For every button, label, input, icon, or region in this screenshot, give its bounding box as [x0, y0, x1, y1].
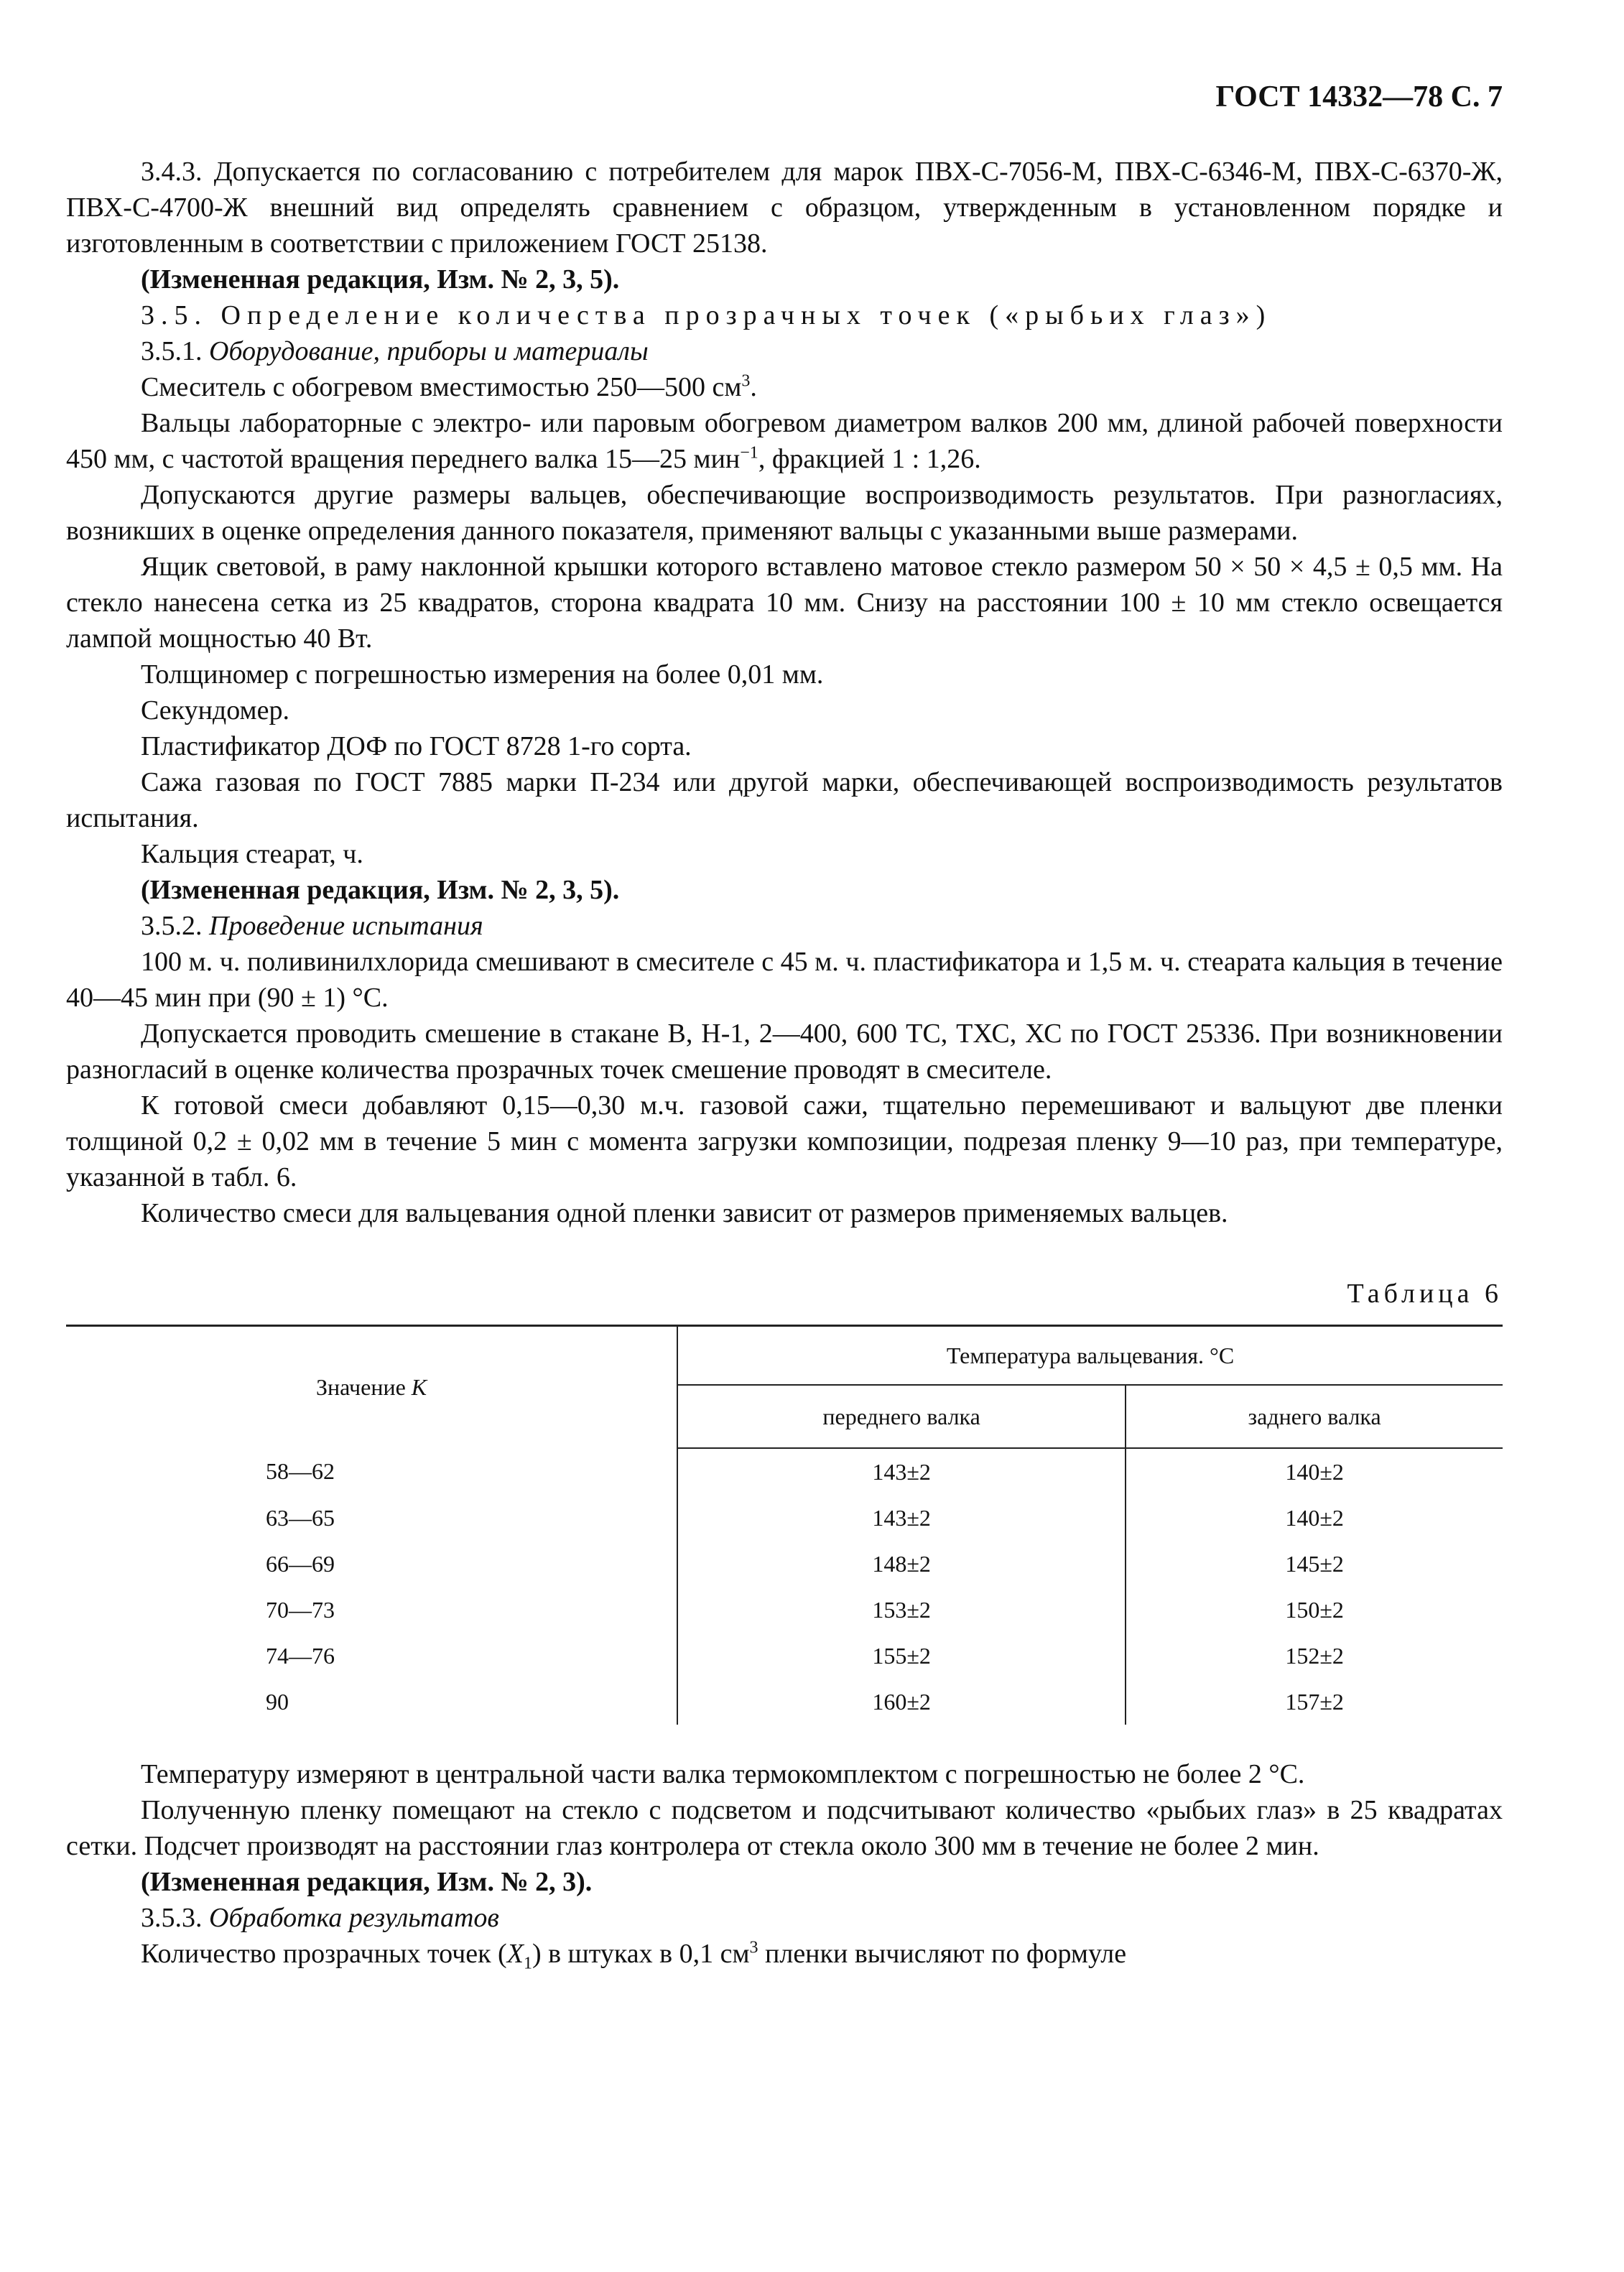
table-row [66, 1448, 1503, 1495]
back-roll-cell: 157±2 [1285, 1688, 1344, 1715]
back-roll-cell: 145±2 [1285, 1550, 1344, 1577]
clause-3-4-3: 3.4.3. Допускается по согласованию с потребителем для марок ПВХ-С-7056-М, ПВХ-С-6346-М, ПВХ-С-6370-Ж, ПВХ-С-4700-Ж внешний вид определять сравнением с образцом, утвержденным в установленном порядке и изготовленным в соответствии с приложением ГОСТ 25138. [66, 157, 1503, 259]
k-value-cell: 63—65 [66, 1495, 677, 1541]
mixer-item [66, 369, 1503, 405]
k-value-cell: 66—69 [66, 1541, 677, 1587]
calcium-stearate-item: Кальция стеарат, ч. [141, 839, 363, 869]
superscript: 3 [741, 371, 751, 391]
k-value-header [66, 1326, 677, 1448]
rollers-item [66, 405, 1503, 477]
mixing-procedure: 100 м. ч. поливинилхлорида смешивают в смесителе с 45 м. ч. пластификатора и 1,5 м. ч. стеарата кальция в течение 40—45 мин при (90 ± 1) °С. [66, 947, 1503, 1013]
clause-number: 3.5.1. [141, 336, 209, 366]
document-page [66, 79, 1503, 1972]
formula-intro [66, 1936, 1503, 1972]
amendment-note-1: (Измененная редакция, Изм. № 2, 3, 5). [141, 264, 620, 295]
front-roll-cell: 148±2 [677, 1541, 1126, 1587]
rolling-temperature-table [66, 1325, 1503, 1725]
temperature-header: Температура вальцевания. °С [677, 1326, 1503, 1385]
superscript: −1 [740, 443, 758, 463]
table-caption: Таблица 6 [1347, 1279, 1503, 1309]
formula-intro-end: пленки вычисляют по формуле [758, 1938, 1127, 1969]
table-row [66, 1587, 1503, 1633]
rollers-alternative: Допускаются другие размеры вальцев, обеспечивающие воспроизводимость результатов. При разногласиях, возникших в оценке определения данного показателя, применяют вальцы с указанными выше размерами. [66, 480, 1503, 546]
back-roll-cell: 140±2 [1285, 1458, 1344, 1485]
back-roll-cell: 150±2 [1285, 1596, 1344, 1623]
thickness-gauge-item: Толщиномер с погрешностью измерения на более 0,01 мм. [141, 659, 824, 690]
clause-3-5-2-heading [66, 908, 1503, 944]
back-roll-cell: 140±2 [1285, 1504, 1344, 1531]
light-box-item: Ящик световой, в раму наклонной крышки которого вставлено матовое стекло размером 50 × 50 × 4,5 ± 0,5 мм. На стекло нанесена сетка из 25 квадратов, сторона квадрата 10 мм. Снизу на расстоянии 100 ± 10 мм стекло освещается лампой мощностью 40 Вт. [66, 552, 1503, 654]
superscript: 3 [749, 1937, 758, 1957]
table-header-row [66, 1326, 1503, 1385]
fish-eye-counting: Полученную пленку помещают на стекло с подсветом и подсчитывают количество «рыбьих глаз» в 25 квадратах сетки. Подсчет производят на расстоянии глаз контролера от стекла около 300 мм в течение не более 2 мин. [66, 1794, 1503, 1861]
front-roll-cell: 153±2 [677, 1587, 1126, 1633]
carbon-black-item: Сажа газовая по ГОСТ 7885 марки П-234 или другой марки, обеспечивающей воспроизводимость результатов испытания. [66, 767, 1503, 833]
k-value-cell: 70—73 [66, 1587, 677, 1633]
amendment-note-2: (Измененная редакция, Изм. № 2, 3, 5). [141, 875, 620, 905]
k-value-cell: 74—76 [66, 1633, 677, 1679]
front-roll-header: переднего валка [677, 1385, 1126, 1448]
k-value-cell: 90 [66, 1679, 677, 1725]
plasticizer-item: Пластификатор ДОФ по ГОСТ 8728 1-го сорта. [141, 731, 692, 761]
clause-title: Обработка результатов [209, 1902, 499, 1933]
clause-title: Оборудование, приборы и материалы [209, 336, 649, 366]
back-roll-header: заднего валка [1126, 1385, 1503, 1448]
table-row [66, 1679, 1503, 1725]
back-roll-cell: 152±2 [1285, 1642, 1344, 1669]
mixing-alternative: Допускается проводить смешение в стакане В, Н-1, 2—400, 600 ТС, ТХС, ХС по ГОСТ 25336. При возникновении разногласий в оценке количества прозрачных точек смешение проводят в смесителе. [66, 1019, 1503, 1085]
k-symbol: К [411, 1374, 427, 1401]
rollers-text: Вальцы лабораторные с электро- или паровым обогревом диаметром валков 200 мм, длиной рабочей поверхности 450 мм, с частотой вращения переднего валка 15—25 мин [66, 408, 1503, 474]
stopwatch-item: Секундомер. [141, 695, 289, 725]
mixture-quantity-note: Количество смеси для вальцевания одной пленки зависит от размеров применяемых вальцев. [141, 1198, 1228, 1228]
k-value-header-text: Значение [315, 1374, 412, 1401]
front-roll-cell: 143±2 [677, 1448, 1126, 1495]
mixer-text: Смеситель с обогревом вместимостью 250—500 см [141, 372, 742, 402]
front-roll-cell: 160±2 [677, 1679, 1126, 1725]
rolling-procedure: К готовой смеси добавляют 0,15—0,30 м.ч. газовой сажи, тщательно перемешивают и вальцуют две пленки толщиной 0,2 ± 0,02 мм в течение 5 мин с момента загрузки композиции, подрезая пленку 9—10 раз, при температуре, указанной в табл. 6. [66, 1090, 1503, 1192]
subscript: 1 [523, 1954, 532, 1973]
section-3-5-heading: 3.5. Определение количества прозрачных точек («рыбьих глаз») [141, 300, 1272, 330]
clause-number: 3.5.3. [141, 1902, 209, 1933]
amendment-note-3: (Измененная редакция, Изм. № 2, 3). [141, 1866, 593, 1897]
period: . [750, 372, 757, 402]
formula-intro-text: Количество прозрачных точек ( [141, 1938, 507, 1969]
front-roll-cell: 155±2 [677, 1633, 1126, 1679]
k-value-cell: 58—62 [66, 1448, 677, 1495]
clause-3-5-1-heading [66, 333, 1503, 369]
table-row [66, 1633, 1503, 1679]
clause-3-5-3-heading [66, 1900, 1503, 1936]
formula-intro-mid: ) в штуках в 0,1 см [532, 1938, 750, 1969]
page-header: ГОСТ 14332—78 С. 7 [1215, 80, 1503, 113]
clause-number: 3.5.2. [141, 911, 209, 941]
clause-title: Проведение испытания [209, 911, 483, 941]
rollers-text-end: , фракцией 1 : 1,26. [758, 444, 981, 474]
table-row [66, 1495, 1503, 1541]
variable-x: X [506, 1938, 524, 1969]
table-row [66, 1541, 1503, 1587]
front-roll-cell: 143±2 [677, 1495, 1126, 1541]
temperature-measurement-note: Температуру измеряют в центральной части валка термокомплектом с погрешностью не более 2 °С. [141, 1758, 1305, 1789]
